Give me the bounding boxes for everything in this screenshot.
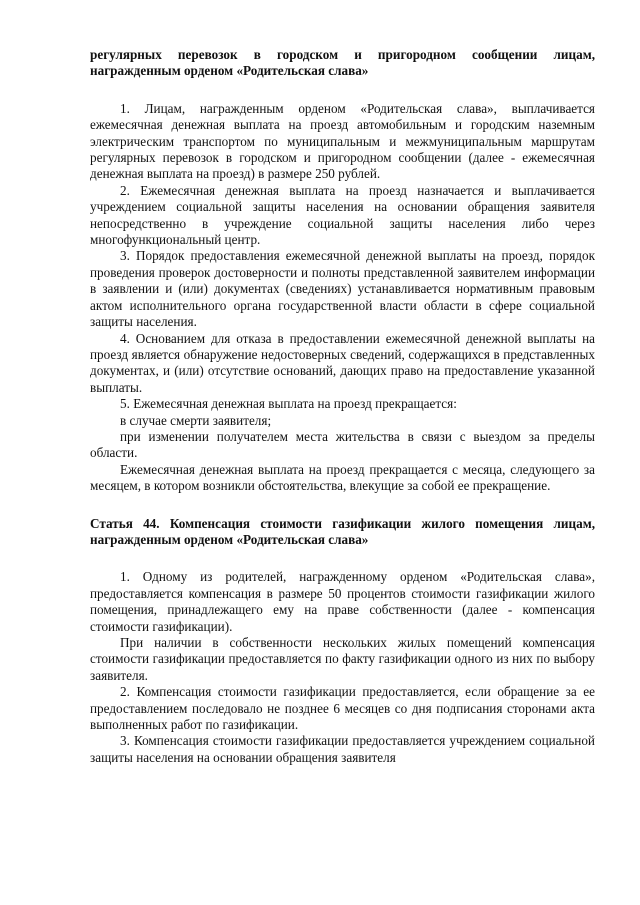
paragraph-2: 2. Ежемесячная денежная выплата на проезд назначается и выплачивается учреждением социальной защиты населения на основании обращения заявителя непосредственно в учреждение социальной защиты населения либо через многофункциональный центр. — [90, 182, 595, 248]
article-paragraph-3: 3. Компенсация стоимости газификации предоставляется учреждением социальной защиты населения на основании обращения заявителя — [90, 733, 595, 765]
section-heading: регулярных перевозок в городском и пригородном сообщении лицам, награжденным орденом «Родительская слава» — [90, 47, 595, 79]
paragraph-5-closing: Ежемесячная денежная выплата на проезд прекращается с месяца, следующего за месяцем, в котором возникли обстоятельства, влекущие за собой ее прекращение. — [90, 461, 595, 494]
article-paragraph-1-cont: При наличии в собственности нескольких жилых помещений компенсация стоимости газификации предоставляется по факту газификации одного из них по выбору заявителя. — [90, 635, 595, 683]
paragraph-5: 5. Ежемесячная денежная выплата на проезд прекращается: — [120, 396, 457, 412]
paragraph-3: 3. Порядок предоставления ежемесячной денежной выплаты на проезд, порядок проведения проверок достоверности и полноты представленной заявителем информации в заявлении и (или) документах (сведениях) устанавливается нормативным правовым актом исполнительного органа государственной власти области в сфере социальной защиты населения. — [90, 248, 595, 330]
paragraph-4: 4. Основанием для отказа в предоставлении ежемесячной денежной выплаты на проезд является обнаружение недостоверных сведений, содержащихся в представленных документах, и (или) отсутствие оснований, дающих право на предоставление указанной выплаты. — [90, 330, 595, 395]
article-paragraph-2: 2. Компенсация стоимости газификации предоставляется, если обращение за ее предоставлением последовало не позднее 6 месяцев со дня подписания сторонами акта выполненных работ по газификации. — [90, 684, 595, 733]
spacer — [90, 548, 595, 569]
spacer — [90, 80, 595, 101]
article-paragraph-1: 1. Одному из родителей, награжденному орденом «Родительская слава», предоставляется компенсация в размере 50 процентов стоимости газификации жилого помещения, принадлежащего ему на праве собственности (далее - компенсация стоимости газификации). — [90, 569, 595, 634]
document-page — [90, 40, 595, 766]
paragraph-1: 1. Лицам, награжденным орденом «Родительская слава», выплачивается ежемесячная денежная выплата на проезд автомобильным и городским наземным электрическим транспортом по муниципальным и межмуниципальным маршрутам регулярных перевозок в городском и пригородном сообщении (далее - ежемесячная денежная выплата на проезд) в размере 250 рублей. — [90, 100, 595, 182]
paragraph-5-item-1: в случае смерти заявителя; — [120, 412, 272, 428]
paragraph-5-item-2: при изменении получателем места жительства в связи с выездом за пределы области. — [90, 428, 595, 461]
article-44-heading: Статья 44. Компенсация стоимости газификации жилого помещения лицам, награжденным орденом «Родительская слава» — [90, 515, 595, 547]
